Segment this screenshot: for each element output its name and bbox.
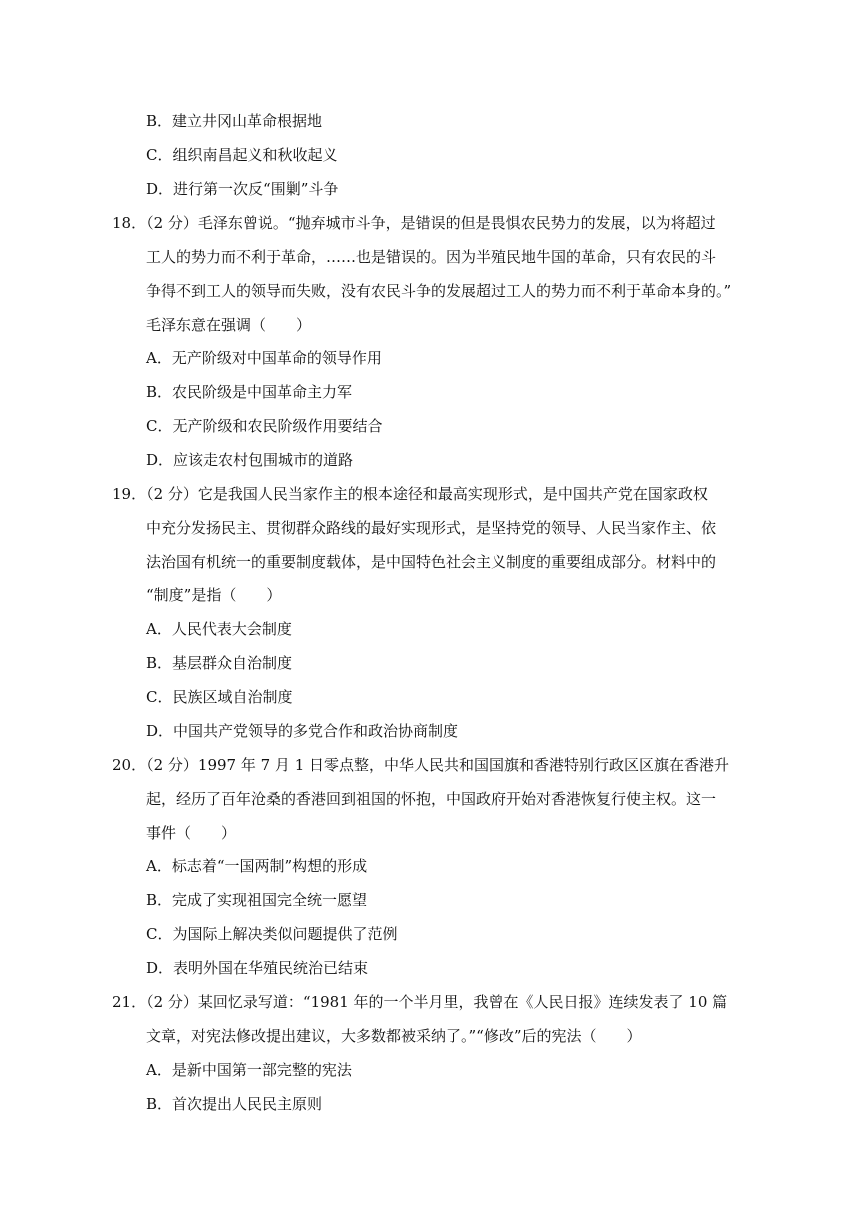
- question-21-option-a: A．是新中国第一部完整的宪法: [146, 1061, 352, 1079]
- option-d: D．进行第一次反“围剿”斗争: [146, 180, 339, 198]
- question-21-option-b: B．首次提出人民民主原则: [146, 1095, 323, 1113]
- question-18-stem-line: 争得不到工人的领导而失败，没有农民斗争的发展超过工人的势力而不利于革命本身的。”: [146, 282, 732, 300]
- question-20-stem: 20．（2 分）1997 年 7 月 1 日零点整，中华人民共和国国旗和香港特别行政区区旗在香港升: [112, 756, 730, 774]
- question-20-option-b: B．完成了实现祖国完全统一愿望: [146, 891, 368, 909]
- question-18-stem-line: 工人的势力而不利于革命，……也是错误的。因为半殖民地牛国的革命，只有农民的斗: [146, 248, 717, 266]
- question-20-option-c: C．为国际上解决类似问题提供了范例: [146, 925, 398, 943]
- question-19-option-c: C．民族区域自治制度: [146, 688, 293, 706]
- question-20-stem-line: 起，经历了百年沧桑的香港回到祖国的怀抱，中国政府开始对香港恢复行使主权。这一: [146, 790, 717, 808]
- question-19-option-b: B．基层群众自治制度: [146, 654, 293, 672]
- question-18-option-b: B．农民阶级是中国革命主力军: [146, 383, 353, 401]
- question-19-stem-line: “制度”是指（ ）: [146, 586, 282, 604]
- question-19-stem-line: 法治国有机统一的重要制度载体，是中国特色社会主义制度的重要组成部分。材料中的: [146, 553, 717, 571]
- question-18-stem-line: 毛泽东意在强调（ ）: [146, 316, 312, 334]
- question-19-stem: 19．（2 分）它是我国人民当家作主的根本途径和最高实现形式，是中国共产党在国家政权: [112, 485, 708, 503]
- question-21-stem: 21．（2 分）某回忆录写道：“1981 年的一个半月里，我曾在《人民日报》连续发表了 10 篇: [112, 993, 728, 1011]
- option-b: B．建立井冈山革命根据地: [146, 112, 323, 130]
- option-c: C．组织南昌起义和秋收起义: [146, 146, 338, 164]
- question-20-stem-line: 事件（ ）: [146, 824, 237, 842]
- question-20-option-d: D．表明外国在华殖民统治已结束: [146, 959, 369, 977]
- question-19-stem-line: 中充分发扬民主、贯彻群众路线的最好实现形式，是坚持党的领导、人民当家作主、依: [146, 519, 717, 537]
- question-19-option-a: A．人民代表大会制度: [146, 620, 292, 638]
- question-18-stem: 18．（2 分）毛泽东曾说。“抛弃城市斗争，是错误的但是畏惧农民势力的发展，以为将超过: [112, 214, 716, 232]
- question-19-option-d: D．中国共产党领导的多党合作和政治协商制度: [146, 722, 459, 740]
- question-20-option-a: A．标志着“一国两制”构想的形成: [146, 857, 368, 875]
- question-21-stem-line: 文章，对宪法修改提出建议，大多数都被采纳了。”“修改”后的宪法（ ）: [146, 1027, 642, 1045]
- question-18-option-c: C．无产阶级和农民阶级作用要结合: [146, 417, 383, 435]
- question-18-option-d: D．应该走农村包围城市的道路: [146, 451, 354, 469]
- question-18-option-a: A．无产阶级对中国革命的领导作用: [146, 349, 382, 367]
